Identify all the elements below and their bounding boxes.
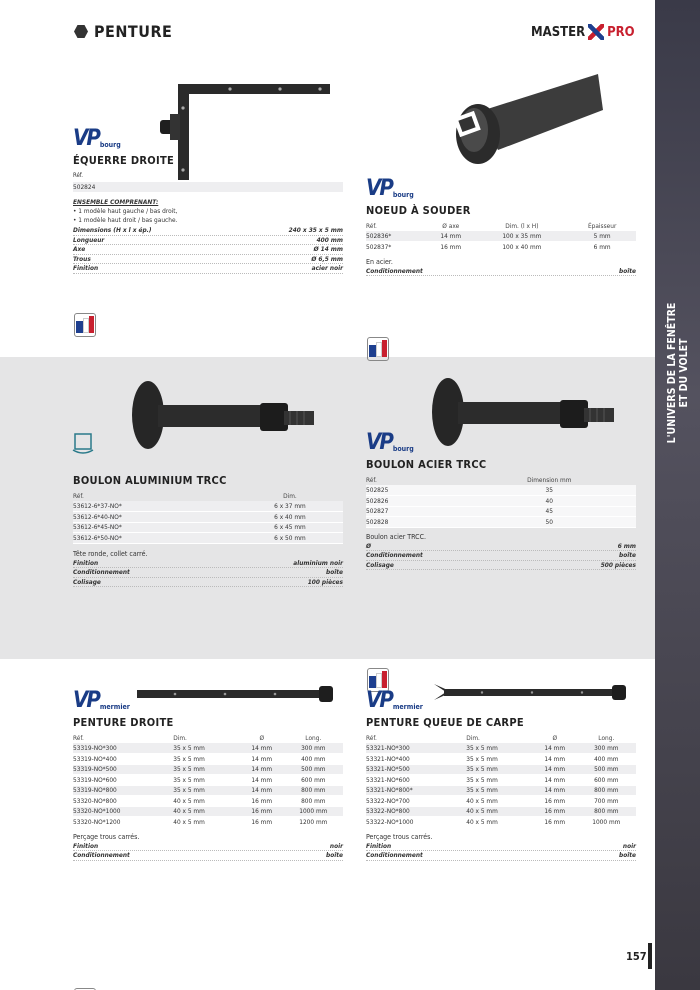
brand-vp: VP (73, 688, 99, 713)
product-title: ÉQUERRE DROITE (73, 154, 175, 167)
french-flag-icon (74, 313, 96, 337)
brand-sub: mermier (99, 703, 130, 711)
ensemble-item: • 1 modèle haut gauche / bas droit, (73, 207, 178, 215)
spec-list (73, 226, 343, 274)
spec-row: Conditionnement boîte (73, 851, 343, 859)
logo-pro-text: PRO (607, 24, 635, 40)
spec-row: Finition acier noir (73, 264, 343, 272)
product-note: Perçage trous carrés. (366, 832, 433, 841)
table-row: 53612-6*45-NO* 6 x 45 mm (73, 522, 343, 533)
spec-row: Ø 6 mm (366, 541, 636, 550)
spec-row: Trous Ø 6,5 mm (73, 254, 343, 263)
table-row: 53320-NO*1000 40 x 5 mm 16 mm 1000 mm (73, 806, 343, 817)
table-row: 53612-6*37-NO* 6 x 37 mm (73, 501, 343, 512)
noeud-section (366, 178, 636, 276)
masterpro-logo (531, 24, 635, 40)
brand-vp: VP (73, 126, 99, 151)
product-note: Perçage trous carrés. (73, 832, 140, 841)
brand-sub: mermier (392, 703, 423, 711)
boulon-alu-image (122, 373, 327, 468)
spec-row: Finition aluminium noir (73, 558, 343, 567)
table-row: 502825 35 (366, 485, 636, 496)
table-row: 53322-NO*800 40 x 5 mm 16 mm 800 mm (366, 806, 636, 817)
table-row: 53320-NO*1200 40 x 5 mm 16 mm 1200 mm (73, 817, 343, 828)
brand-sub: bourg (99, 141, 121, 149)
product-title: BOULON ALUMINIUM TRCC (73, 474, 227, 487)
table-row: 53612-6*50-NO* 6 x 50 mm (73, 533, 343, 544)
ensemble-item: • 1 modèle haut droit / bas gauche. (73, 215, 178, 224)
boulon-alu-section (73, 470, 343, 587)
brand-vp: VP (366, 176, 392, 201)
tordal-logo-icon (72, 432, 94, 456)
table-row: 53321-NO*600 35 x 5 mm 14 mm 600 mm (366, 775, 636, 786)
table-row: 502826 40 (366, 496, 636, 507)
side-category-label (661, 302, 695, 444)
vpmermier-logo (73, 690, 343, 712)
page-number: 157 (626, 950, 647, 963)
vpbourg-logo (73, 128, 343, 150)
noeud-image (438, 72, 618, 192)
spec-row: Conditionnement boîte (366, 851, 636, 859)
table-row: 53321-NO*300 35 x 5 mm 14 mm 300 mm (366, 743, 636, 754)
vpbourg-logo (366, 432, 636, 454)
side-label-line2: ET DU VOLET (678, 338, 690, 408)
brand-vp: VP (366, 688, 392, 713)
spec-row: Conditionnement boîte (366, 551, 636, 559)
ref-header: Réf. (73, 172, 83, 179)
product-note: Tête ronde, collet carré. (73, 549, 148, 558)
table-row: 53319-NO*600 35 x 5 mm 14 mm 600 mm (73, 775, 343, 786)
page-title (74, 22, 172, 41)
table-row: 53321-NO*800* 35 x 5 mm 14 mm 800 mm (366, 785, 636, 796)
page-title-text: PENTURE (94, 22, 173, 41)
brand-vp: VP (366, 430, 392, 455)
vpmermier-logo (366, 690, 636, 712)
equerre-section (73, 128, 343, 274)
table-row: 53319-NO*400 35 x 5 mm 14 mm 400 mm (73, 754, 343, 765)
table-row: 53322-NO*1000 40 x 5 mm 16 mm 1000 mm (366, 817, 636, 828)
table-row: 53612-6*40-NO* 6 x 40 mm (73, 512, 343, 523)
brand-sub: bourg (392, 445, 414, 453)
spec-row: Longueur 400 mm (73, 235, 343, 244)
table-row: 53322-NO*700 40 x 5 mm 16 mm 700 mm (366, 796, 636, 807)
product-title: PENTURE QUEUE DE CARPE (366, 716, 524, 729)
product-title: PENTURE DROITE (73, 716, 174, 729)
vpbourg-logo (366, 178, 636, 200)
table-row: 53319-NO*500 35 x 5 mm 14 mm 500 mm (73, 764, 343, 775)
spec-row: Finition noir (73, 841, 343, 850)
brand-sub: bourg (392, 191, 414, 199)
penture-droite-table: Réf. Dim. Ø Long. 53319-NO*300 35 x 5 mm 14 mm 300 mm 53319-NO*400 35 x 5 mm 14 mm 400 mm 53319-NO*500 35 x 5 mm 14 mm 500 mm 53319-NO*600 35 x 5 mm 14 mm 600 mm 53319-NO*800 35 x 5 mm 14 mm 800 mm 53320-NO*800 40 x 5 mm 16 mm 800 mm 53320-NO*1000 40 x 5 mm 16 mm 1000 mm 53320-NO*1200 40 x 5 mm 16 mm 1200 mm (73, 733, 343, 828)
table-row: 53321-NO*500 35 x 5 mm 14 mm 500 mm (366, 764, 636, 775)
product-note: Boulon acier TRCC. (366, 532, 426, 541)
ref-value: 502824 (73, 182, 343, 192)
hexagon-icon (74, 25, 88, 38)
ensemble-label: ENSEMBLE COMPRENANT: (73, 198, 159, 206)
table-row: 53319-NO*300 35 x 5 mm 14 mm 300 mm (73, 743, 343, 754)
spec-row: Colisage 500 pièces (366, 560, 636, 569)
table-row: 502837* 16 mm 100 x 40 mm 6 mm (366, 242, 636, 253)
product-title: NOEUD À SOUDER (366, 204, 471, 217)
french-flag-icon (367, 337, 389, 361)
side-label-line1: L'UNIVERS DE LA FENÊTRE (666, 302, 678, 444)
right-background (655, 0, 700, 990)
table-row: 502836* 14 mm 100 x 35 mm 5 mm (366, 231, 636, 242)
noeud-table: Réf. Ø axe Dim. (l x H) Épaisseur 502836* 14 mm 100 x 35 mm 5 mm 502837* 16 mm 100 x 40 mm 6 mm (366, 221, 636, 253)
logo-master-text: MASTER (531, 24, 586, 40)
page-number-bar (648, 943, 652, 969)
spec-row: Axe Ø 14 mm (73, 245, 343, 253)
boulon-acier-section (366, 432, 636, 570)
table-row: 502828 50 (366, 517, 636, 528)
table-row: 53319-NO*800 35 x 5 mm 14 mm 800 mm (73, 785, 343, 796)
logo-x-icon (588, 24, 604, 40)
table-row: 502827 45 (366, 506, 636, 517)
spec-row: Finition noir (366, 841, 636, 850)
spec-row: Dimensions (H x l x ép.) 240 x 35 x 5 mm (73, 226, 343, 234)
boulon-acier-table: Réf. Dimension mm 502825 35 502826 40 502827 45 502828 50 (366, 475, 636, 528)
spec-row: Conditionnement boîte (366, 266, 636, 275)
penture-queue-table: Réf. Dim. Ø Long. 53321-NO*300 35 x 5 mm 14 mm 300 mm 53321-NO*400 35 x 5 mm 14 mm 400 mm 53321-NO*500 35 x 5 mm 14 mm 500 mm 53321-NO*600 35 x 5 mm 14 mm 600 mm 53321-NO*800* 35 x 5 mm 14 mm 800 mm 53322-NO*700 40 x 5 mm 16 mm 700 mm 53322-NO*800 40 x 5 mm 16 mm 800 mm 53322-NO*1000 40 x 5 mm 16 mm 1000 mm (366, 733, 636, 828)
table-row: 53321-NO*400 35 x 5 mm 14 mm 400 mm (366, 754, 636, 765)
spec-row: Conditionnement boîte (73, 568, 343, 576)
product-title: BOULON ACIER TRCC (366, 458, 487, 471)
table-row: 53320-NO*800 40 x 5 mm 16 mm 800 mm (73, 796, 343, 807)
penture-droite-section (73, 690, 343, 861)
product-note: En acier. (366, 257, 393, 266)
boulon-alu-table: Réf. Dim. 53612-6*37-NO* 6 x 37 mm 53612-6*40-NO* 6 x 40 mm 53612-6*45-NO* 6 x 45 mm 53612-6*50-NO* 6 x 50 mm (73, 491, 343, 544)
spec-row: Colisage 100 pièces (73, 577, 343, 586)
penture-queue-section (366, 690, 636, 861)
